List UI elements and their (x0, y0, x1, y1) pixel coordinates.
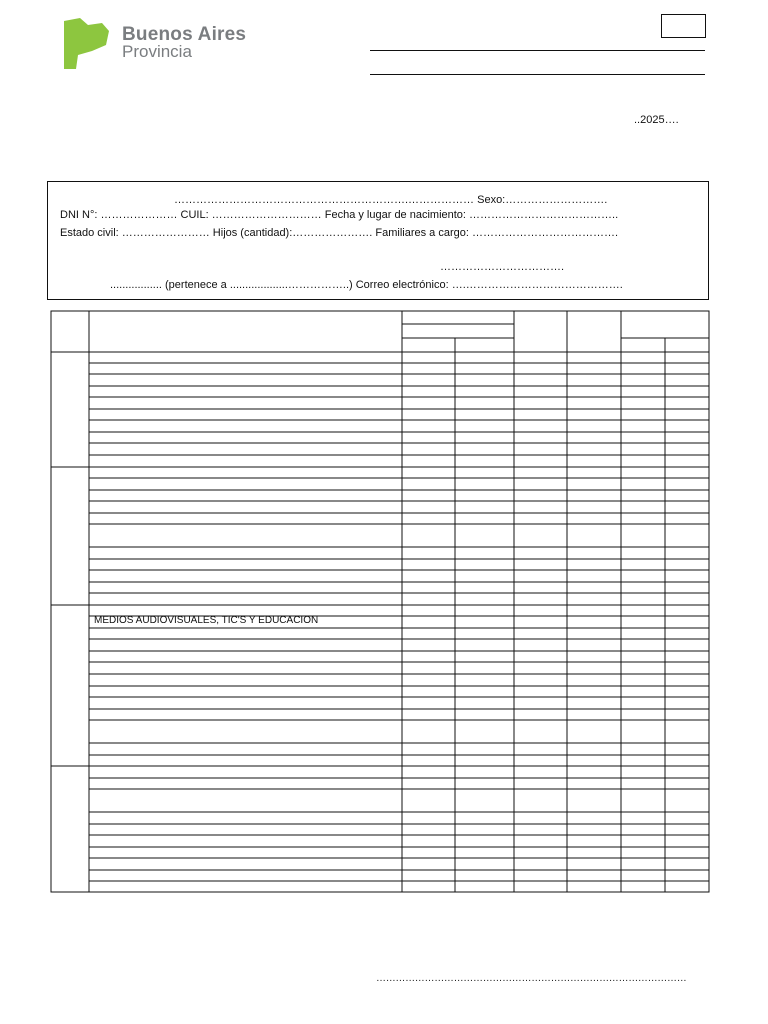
info-line-email[interactable]: ................. (pertenece a ...................……………..) Correo electrónico: ….……………………………………. (110, 279, 623, 291)
section-label: MEDIOS AUDIOVISUALES, TIC'S Y EDUCACION (94, 615, 319, 626)
info-line-address[interactable]: ……………………………. (440, 261, 565, 273)
info-line-civil-status[interactable]: Estado civil: …………………… Hijos (cantidad):…………………. Familiares a cargo: …………………………………. (60, 227, 619, 239)
logo-text-line2: Provincia (122, 42, 192, 61)
date-field[interactable]: ..2025…. (634, 114, 679, 126)
info-line-name-sex[interactable]: ……………………………………………………….……………… Sexo:………………………. (174, 194, 608, 206)
logo-text-line1: Buenos Aires (122, 24, 247, 45)
signature-line[interactable]: …………………………………………………………………………………… (376, 973, 687, 984)
table-border (51, 311, 709, 892)
info-line-dni-cuil[interactable]: DNI N°: ………………… CUIL: ………………………… Fecha y lugar de nacimiento: ………………………………….. (60, 209, 619, 221)
